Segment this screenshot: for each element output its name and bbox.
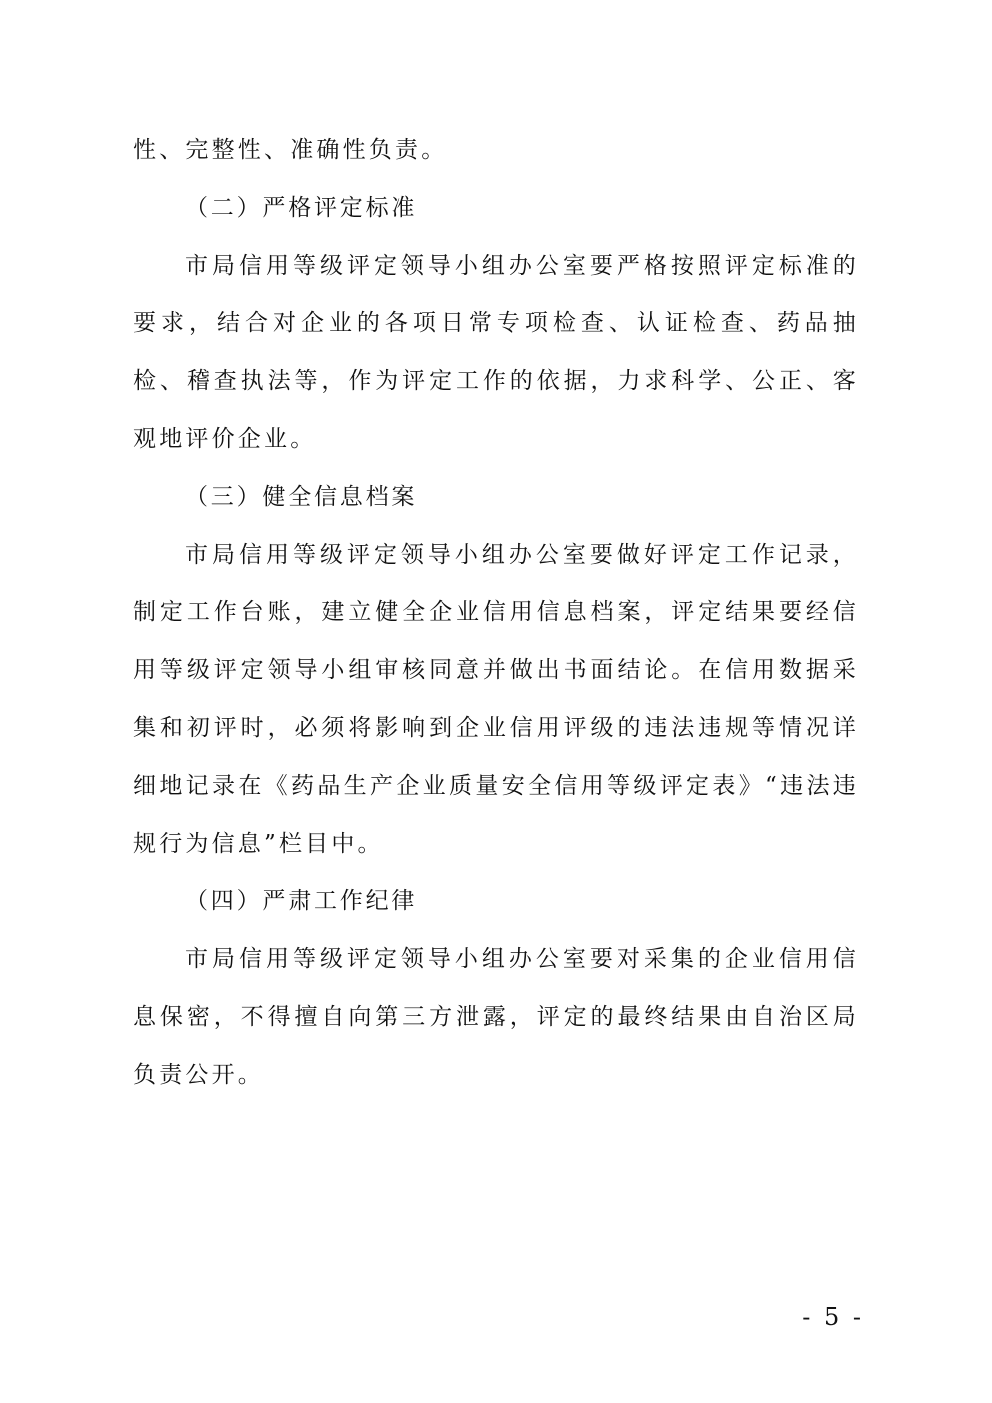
page-number: - 5 -: [802, 1303, 864, 1331]
paragraph-work-discipline: 市局信用等级评定领导小组办公室要对采集的企业信用信息保密，不得擅自向第三方泄露，评定的最终结果由自治区局负责公开。: [133, 946, 859, 1088]
section-heading-4: （四）严肃工作纪律: [185, 888, 418, 915]
section-heading-2: （二）严格评定标准: [185, 194, 418, 221]
paragraph-continuation: 性、完整性、准确性负责。: [133, 137, 448, 163]
paragraph-evaluation-standard: 市局信用等级评定领导小组办公室要严格按照评定标准的要求，结合对企业的各项日常专项检查、认证检查、药品抽检、稽查执法等，作为评定工作的依据，力求科学、公正、客观地评价企业。: [133, 252, 859, 452]
section-heading-3: （三）健全信息档案: [185, 483, 418, 510]
paragraph-information-archive: 市局信用等级评定领导小组办公室要做好评定工作记录，制定工作台账，建立健全企业信用信息档案，评定结果要经信用等级评定领导小组审核同意并做出书面结论。在信用数据采集和初评时，必须将影响到企业信用评级的违法违规等情况详细地记录在《药品生产企业质量安全信用等级评定表》“违法违规行为信息”栏目中。: [133, 541, 859, 857]
document-body: [133, 122, 859, 1105]
